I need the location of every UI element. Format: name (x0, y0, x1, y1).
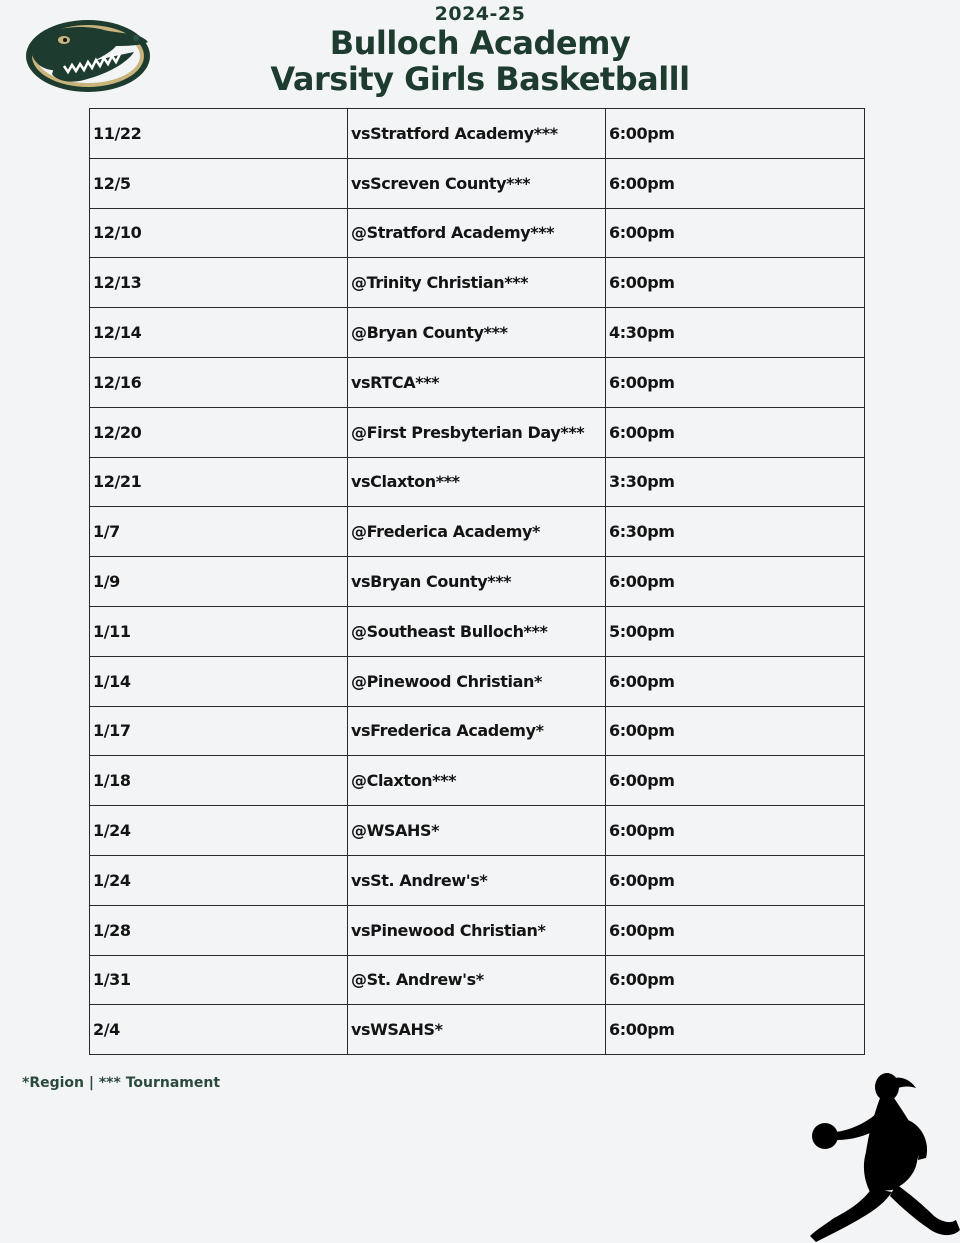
time-cell: 6:00pm (606, 158, 865, 208)
time-cell: 6:00pm (606, 806, 865, 856)
opponent-cell: @Claxton*** (348, 756, 606, 806)
date-cell: 12/16 (90, 357, 348, 407)
opponent-cell: @First Presbyterian Day*** (348, 407, 606, 457)
opponent-cell: @Trinity Christian*** (348, 258, 606, 308)
table-row (90, 407, 865, 457)
date-cell: 1/18 (90, 756, 348, 806)
team-title: Varsity Girls Basketballl (270, 60, 690, 98)
time-cell: 6:00pm (606, 955, 865, 1005)
time-cell: 6:00pm (606, 407, 865, 457)
school-title: Bulloch Academy (329, 24, 631, 62)
schedule-body (90, 109, 865, 1055)
time-cell: 6:00pm (606, 855, 865, 905)
table-row (90, 158, 865, 208)
opponent-cell: @Bryan County*** (348, 308, 606, 358)
date-cell: 1/24 (90, 855, 348, 905)
time-cell: 6:00pm (606, 656, 865, 706)
time-cell: 6:00pm (606, 1005, 865, 1055)
time-cell: 6:00pm (606, 258, 865, 308)
date-cell: 12/20 (90, 407, 348, 457)
table-row (90, 955, 865, 1005)
table-row (90, 656, 865, 706)
time-cell: 3:30pm (606, 457, 865, 507)
schedule-table (89, 108, 865, 1055)
table-row (90, 806, 865, 856)
date-cell: 1/31 (90, 955, 348, 1005)
time-cell: 6:00pm (606, 756, 865, 806)
time-cell: 6:00pm (606, 109, 865, 159)
opponent-cell: vsBryan County*** (348, 557, 606, 607)
date-cell: 12/21 (90, 457, 348, 507)
opponent-cell: @Stratford Academy*** (348, 208, 606, 258)
table-row (90, 706, 865, 756)
opponent-cell: @Southeast Bulloch*** (348, 606, 606, 656)
opponent-cell: vsPinewood Christian* (348, 905, 606, 955)
date-cell: 1/7 (90, 507, 348, 557)
time-cell: 6:30pm (606, 507, 865, 557)
time-cell: 6:00pm (606, 557, 865, 607)
table-row (90, 855, 865, 905)
table-row (90, 208, 865, 258)
table-row (90, 258, 865, 308)
date-cell: 1/9 (90, 557, 348, 607)
time-cell: 6:00pm (606, 905, 865, 955)
table-row (90, 109, 865, 159)
date-cell: 1/14 (90, 656, 348, 706)
time-cell: 6:00pm (606, 208, 865, 258)
date-cell: 2/4 (90, 1005, 348, 1055)
time-cell: 6:00pm (606, 357, 865, 407)
table-row (90, 606, 865, 656)
date-cell: 12/13 (90, 258, 348, 308)
opponent-cell: vsStratford Academy*** (348, 109, 606, 159)
table-row (90, 357, 865, 407)
opponent-cell: vsWSAHS* (348, 1005, 606, 1055)
table-row (90, 507, 865, 557)
table-row (90, 1005, 865, 1055)
date-cell: 1/28 (90, 905, 348, 955)
opponent-cell: vsRTCA*** (348, 357, 606, 407)
date-cell: 11/22 (90, 109, 348, 159)
table-row (90, 457, 865, 507)
date-cell: 1/11 (90, 606, 348, 656)
opponent-cell: vsFrederica Academy* (348, 706, 606, 756)
date-cell: 1/17 (90, 706, 348, 756)
date-cell: 12/14 (90, 308, 348, 358)
opponent-cell: vsScreven County*** (348, 158, 606, 208)
season-label: 2024-25 (434, 3, 526, 25)
time-cell: 4:30pm (606, 308, 865, 358)
opponent-cell: @Frederica Academy* (348, 507, 606, 557)
table-row (90, 905, 865, 955)
date-cell: 12/5 (90, 158, 348, 208)
opponent-cell: @Pinewood Christian* (348, 656, 606, 706)
time-cell: 5:00pm (606, 606, 865, 656)
legend-note: *Region | *** Tournament (22, 1075, 221, 1091)
time-cell: 6:00pm (606, 706, 865, 756)
table-row (90, 756, 865, 806)
opponent-cell: @St. Andrew's* (348, 955, 606, 1005)
opponent-cell: vsSt. Andrew's* (348, 855, 606, 905)
date-cell: 12/10 (90, 208, 348, 258)
table-row (90, 308, 865, 358)
opponent-cell: vsClaxton*** (348, 457, 606, 507)
basketball-player-silhouette-icon (806, 1070, 960, 1243)
date-cell: 1/24 (90, 806, 348, 856)
table-row (90, 557, 865, 607)
opponent-cell: @WSAHS* (348, 806, 606, 856)
